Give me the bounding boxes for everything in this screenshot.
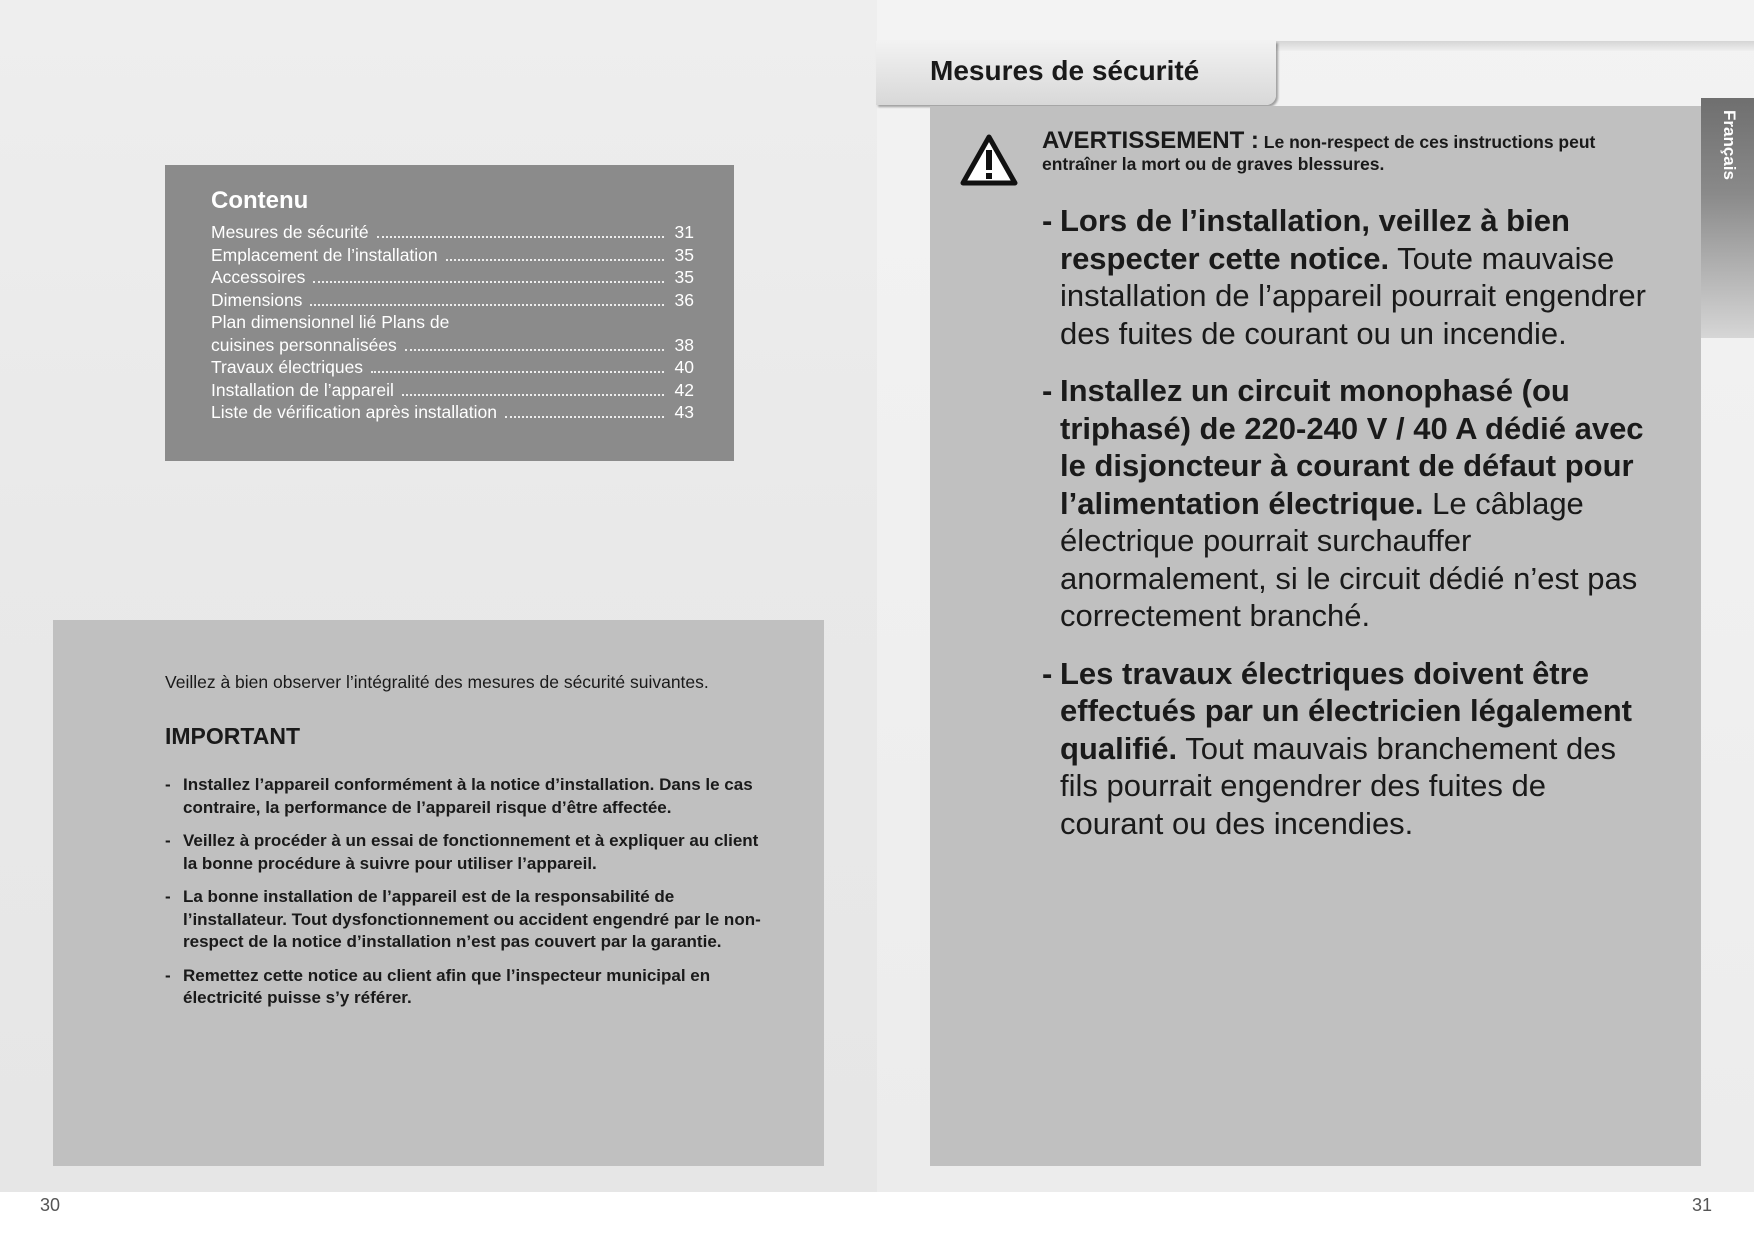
toc-label: Mesures de sécurité — [211, 222, 369, 242]
bullet-dash: - — [1042, 373, 1053, 408]
safety-point-normal: Le câblage électrique pourrait surchauffer anormalement, si le circuit dédié n’est pas correctement branché. — [1060, 485, 1638, 633]
section-title: Mesures de sécurité — [930, 55, 1200, 86]
safety-point-bold: Installez un circuit monophasé (ou triphasé) de 220-240 V / 40 A dédié avec le disjoncteur à courant de défaut pour l’alimentation électrique. — [1060, 373, 1644, 521]
section-header-tab — [876, 41, 1276, 105]
toc-leader — [377, 224, 664, 238]
toc-row[interactable] — [211, 244, 694, 267]
safety-point-text — [1060, 372, 1652, 635]
safety-point — [1042, 202, 1652, 352]
safety-point — [1042, 372, 1652, 635]
bullet-dash: - — [165, 775, 171, 794]
important-item-text: La bonne installation de l’appareil est de la responsabilité de l’installateur. Tout dysfonctionnement ou accident engendré par le non-respect de la notice d’installation n’est pas couvert par la garantie. — [183, 887, 761, 951]
toc-leader — [446, 247, 664, 261]
safety-point — [1042, 655, 1652, 843]
toc-leader — [405, 337, 664, 351]
toc-label: cuisines personnalisées — [211, 334, 397, 355]
warning-triangle-icon — [960, 134, 1018, 186]
safety-point-text — [1060, 202, 1652, 352]
important-item-text: Veillez à procéder à un essai de fonctionnement et à expliquer au client la bonne procédure à suivre pour utiliser l’appareil. — [183, 831, 759, 873]
toc-leader — [310, 292, 664, 306]
important-item-text: Installez l’appareil conformément à la notice d’installation. Dans le cas contraire, la performance de l’appareil risque d’être affectée. — [183, 775, 753, 817]
warning-body: Le non-respect de ces instructions peut entraîner la mort ou de graves blessures. — [1042, 132, 1596, 174]
toc-row[interactable] — [211, 401, 694, 424]
safety-point-normal: Tout mauvais branchement des fils pourrait engendrer des fuites de courant ou des incendies. — [1060, 730, 1616, 841]
safety-point-bold: Les travaux électriques doivent être effectués par un électricien légalement qualifié. — [1060, 655, 1632, 766]
toc-leader — [371, 359, 664, 373]
toc-label: Installation de l’appareil — [211, 379, 394, 400]
toc-page: 43 — [674, 402, 694, 422]
important-section — [53, 620, 824, 1166]
toc-page: 38 — [674, 334, 694, 355]
page-number-right: 31 — [1692, 1195, 1713, 1215]
toc-leader — [313, 269, 664, 283]
toc-page: 36 — [674, 289, 694, 310]
toc-row[interactable] — [211, 356, 694, 379]
toc-page: 35 — [674, 267, 694, 287]
important-item-text: Remettez cette notice au client afin que l’inspecteur municipal en électricité puisse s’y référer. — [183, 965, 711, 1007]
left-page — [0, 0, 877, 1192]
bullet-dash: - — [1042, 203, 1053, 238]
safety-point-text — [1060, 655, 1652, 843]
safety-points — [1042, 202, 1652, 862]
toc-label: Emplacement de l’installation — [211, 244, 438, 265]
toc-label: Accessoires — [211, 267, 306, 287]
important-item — [165, 774, 764, 819]
table-of-contents — [165, 165, 734, 461]
toc-page: 35 — [674, 244, 694, 265]
toc-leader — [402, 382, 664, 396]
bullet-dash: - — [1042, 655, 1053, 691]
bullet-dash: - — [165, 965, 171, 985]
toc-label: Dimensions — [211, 289, 303, 310]
page-number-left: 30 — [40, 1195, 61, 1215]
safety-point-normal: Toute mauvaise installation de l’appareil pourrait engendrer des fuites de courant ou un incendie. — [1060, 240, 1646, 351]
toc-leader — [457, 314, 664, 328]
toc-label: Travaux électriques — [211, 357, 364, 377]
safety-point-bold: Lors de l’installation, veillez à bien respecter cette notice. — [1060, 203, 1570, 276]
toc-title: Contenu — [211, 187, 309, 214]
important-title: IMPORTANT — [165, 723, 301, 749]
toc-page: 31 — [674, 222, 694, 242]
toc-row[interactable] — [211, 334, 694, 357]
toc-row[interactable] — [211, 221, 694, 244]
toc-leader — [505, 404, 664, 418]
toc-row[interactable] — [211, 379, 694, 402]
toc-page: 42 — [674, 379, 694, 400]
safety-panel — [930, 106, 1701, 1166]
toc-row[interactable] — [211, 289, 694, 312]
important-item — [165, 886, 764, 954]
toc-row[interactable] — [211, 266, 694, 289]
language-label: Français — [1720, 110, 1739, 180]
intro-text: Veillez à bien observer l’intégralité des mesures de sécurité suivantes. — [165, 672, 709, 692]
warning-text — [1042, 127, 1642, 175]
bullet-dash: - — [165, 887, 171, 906]
toc-label: Liste de vérification après installation — [211, 402, 497, 422]
toc-row[interactable] — [211, 311, 694, 334]
important-item — [165, 830, 764, 875]
important-item — [165, 965, 764, 1010]
bullet-dash: - — [165, 831, 171, 850]
toc-label: Plan dimensionnel lié Plans de — [211, 312, 450, 332]
toc-page: 40 — [674, 357, 694, 377]
warning-label: AVERTISSEMENT : — [1042, 127, 1259, 154]
language-tab[interactable] — [1701, 98, 1754, 338]
